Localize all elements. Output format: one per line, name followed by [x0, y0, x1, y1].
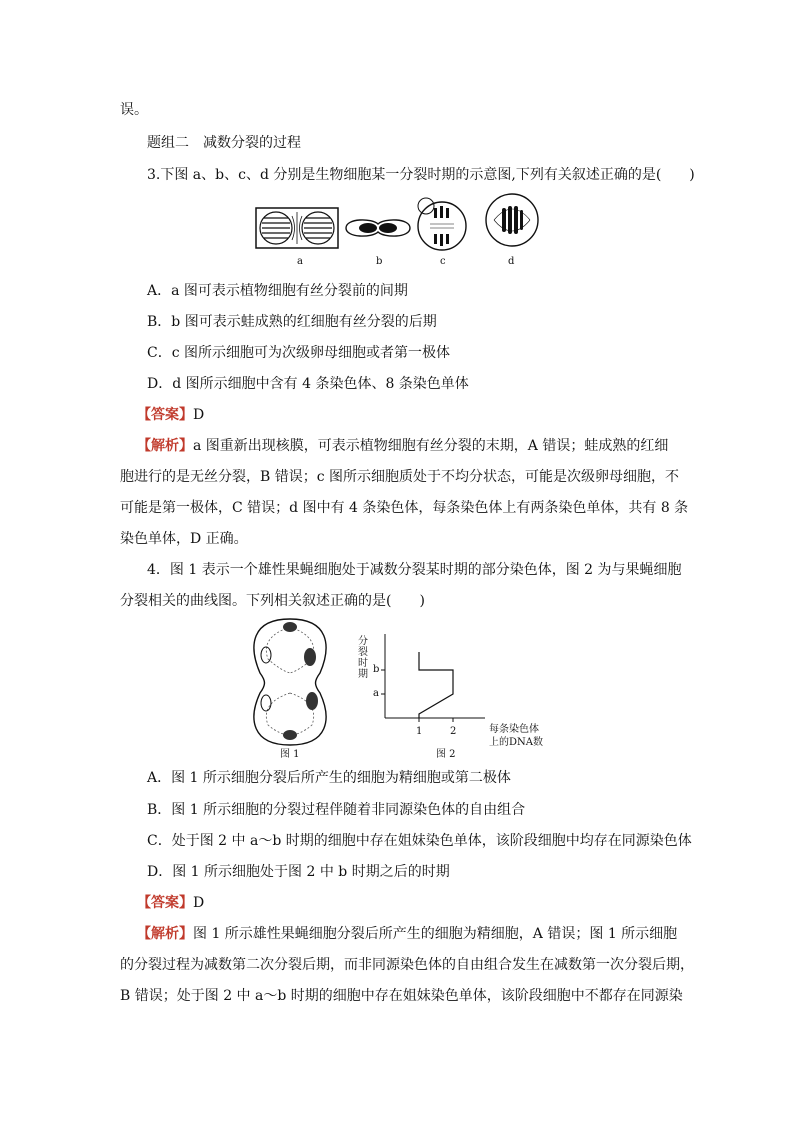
q3-option-a: A．a 图可表示植物细胞有丝分裂前的间期 — [147, 283, 408, 299]
fig2-y-axis-label: 分裂时期 — [358, 636, 368, 680]
q4-option-b: B．图 1 所示细胞的分裂过程伴随着非同源染色体的自由组合 — [147, 802, 526, 818]
cell-a-diagram — [256, 208, 338, 248]
fig3-label-a: a — [297, 256, 303, 267]
cell-c-diagram — [418, 198, 466, 250]
q3-option-b: B．b 图可表示蛙成熟的红细胞有丝分裂的后期 — [147, 314, 437, 330]
fig3-label-c: c — [440, 256, 446, 267]
fig2-y-tick-a: a — [373, 688, 379, 699]
q4-explanation-line-3: B 错误；处于图 2 中 a～b 时期的细胞中存在姐妹染色单体，该阶段细胞中不都存在同源染 — [120, 988, 683, 1004]
fig2-caption: 图 2 — [436, 749, 456, 760]
answer-tag: 【答案】 — [137, 407, 193, 423]
fig1-caption: 图 1 — [280, 749, 300, 760]
fig2-x-axis-label-line-2: 上的DNA数 — [489, 737, 543, 748]
q3-explanation-line-1 — [137, 436, 668, 456]
q4-explanation-line-2: 的分裂过程为减数第二次分裂后期，而非同源染色体的自由组合发生在减数第一次分裂后期， — [120, 957, 694, 973]
q4-fig1-diagram — [240, 615, 340, 750]
cell-b-diagram — [346, 220, 410, 236]
q3-figure — [250, 188, 550, 252]
text-top-fragment: 误。 — [120, 102, 148, 118]
answer-value: D — [193, 407, 205, 423]
q3-answer — [137, 405, 204, 425]
q4-option-a: A．图 1 所示细胞分裂后所产生的细胞为精细胞或第二极体 — [147, 770, 511, 786]
q3-option-d: D．d 图所示细胞中含有 4 条染色体、8 条染色单体 — [147, 376, 469, 392]
q4-stem-line-2: 分裂相关的曲线图。下列相关叙述正确的是( ) — [120, 593, 425, 609]
explanation-tag: 【解析】 — [137, 926, 193, 942]
q4-option-d: D．图 1 所示细胞处于图 2 中 b 时期之后的时期 — [147, 864, 450, 880]
explanation-text: 图 1 所示雄性果蝇细胞分裂后所产生的细胞为精细胞，A 错误；图 1 所示细胞 — [193, 926, 678, 942]
q3-explanation-line-4: 染色单体，D 正确。 — [120, 531, 248, 547]
cell-d-diagram — [486, 194, 538, 246]
fig2-y-tick-b: b — [373, 664, 380, 675]
fig2-x-tick-2: 2 — [450, 726, 457, 737]
q3-explanation-line-3: 可能是第一极体，C 错误；d 图中有 4 条染色体，每条染色体上有两条染色单体，共有 8 条 — [120, 500, 689, 516]
fig2-x-axis-label-line-1: 每条染色体 — [489, 724, 539, 735]
answer-value: D — [193, 895, 205, 911]
fig3-label-d: d — [508, 256, 515, 267]
fig3-label-b: b — [376, 256, 383, 267]
q3-option-c: C．c 图所示细胞可为次级卵母细胞或者第一极体 — [147, 345, 451, 361]
explanation-text: a 图重新出现核膜，可表示植物细胞有丝分裂的末期，A 错误；蛙成熟的红细 — [193, 438, 669, 454]
curve-line — [419, 652, 453, 718]
explanation-tag: 【解析】 — [137, 438, 193, 454]
q4-explanation-line-1 — [137, 924, 677, 944]
fig2-x-tick-1: 1 — [416, 726, 423, 737]
answer-tag: 【答案】 — [137, 895, 193, 911]
q4-option-c: C．处于图 2 中 a～b 时期的细胞中存在姐妹染色单体，该阶段细胞中均存在同源染色体 — [147, 833, 692, 849]
q4-stem-line-1: 4．图 1 表示一个雄性果蝇细胞处于减数分裂某时期的部分染色体，图 2 为与果蝇细胞 — [147, 562, 682, 578]
group-heading: 题组二 减数分裂的过程 — [147, 135, 301, 151]
q4-answer — [137, 893, 204, 913]
q3-stem: 3.下图 a、b、c、d 分别是生物细胞某一分裂时期的示意图,下列有关叙述正确的是( ) — [147, 167, 695, 183]
q3-explanation-line-2: 胞进行的是无丝分裂，B 错误；c 图所示细胞质处于不均分状态，可能是次级卵母细胞，不 — [120, 469, 680, 485]
